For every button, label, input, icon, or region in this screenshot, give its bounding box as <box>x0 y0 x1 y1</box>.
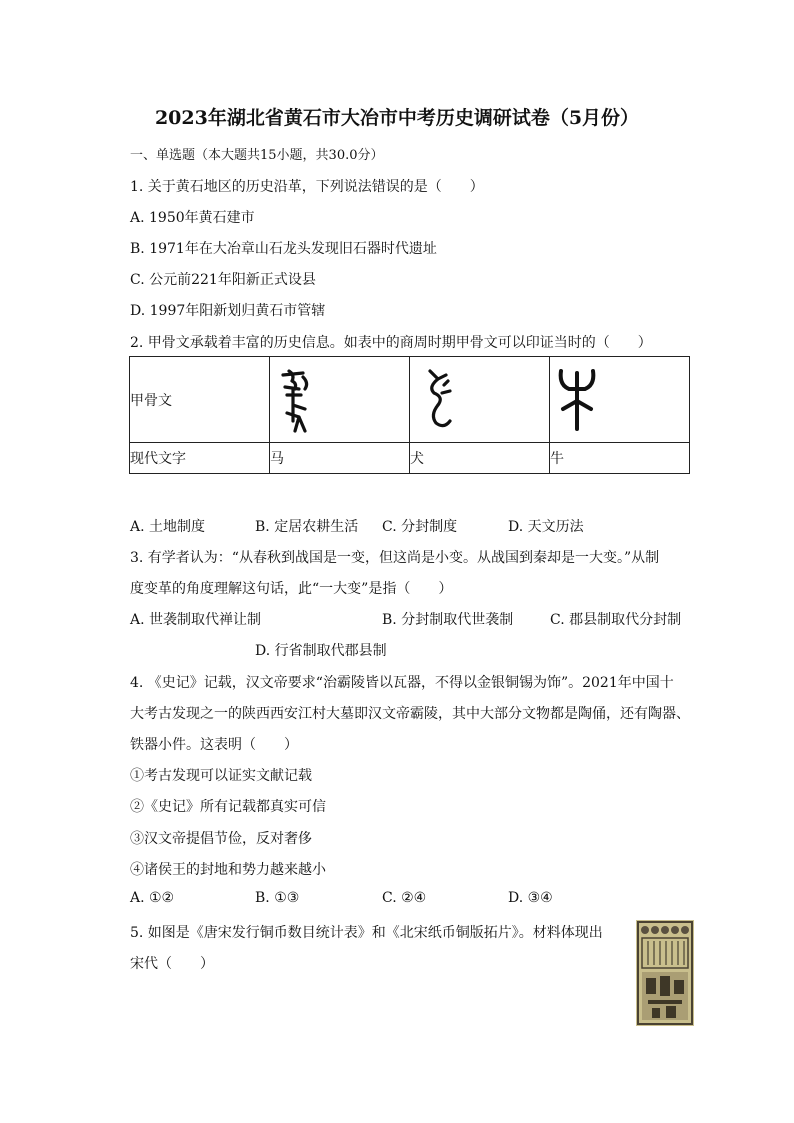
oracle-glyph-ox <box>550 357 690 443</box>
question-1-option-a: A. 1950年黄石建市 <box>130 210 255 226</box>
question-3-stem-line2: 度变革的角度理解这句话，此“一大变”是指（ ） <box>130 581 453 597</box>
question-4-option-c: C. ②④ <box>382 890 427 906</box>
oracle-glyph-dog <box>410 357 550 443</box>
modern-row-label: 现代文字 <box>130 443 270 474</box>
question-4-option-b: B. ①③ <box>255 890 300 906</box>
page-title: 2023年湖北省黄石市大冶市中考历史调研试卷（5月份） <box>154 107 640 129</box>
question-4-option-a: A. ①② <box>130 890 175 906</box>
oracle-glyph-horse <box>270 357 410 443</box>
question-2-stem: 2. 甲骨文承载着丰富的历史信息。如表中的商周时期甲骨文可以印证当时的（ ） <box>130 335 652 351</box>
question-4-item-4: ④诸侯王的封地和势力越来越小 <box>130 862 326 878</box>
question-4-item-1: ①考古发现可以证实文献记载 <box>130 768 312 784</box>
banknote-rubbing-image <box>636 920 694 1026</box>
question-3-option-c: C. 郡县制取代分封制 <box>550 612 682 628</box>
section-heading: 一、单选题（本大题共15小题，共30.0分） <box>130 148 384 163</box>
question-3-option-d: D. 行省制取代郡县制 <box>255 643 387 659</box>
question-2-option-d: D. 天文历法 <box>508 519 584 535</box>
question-5-stem-line1: 5. 如图是《唐宋发行铜币数目统计表》和《北宋纸币铜版拓片》。材料体现出 <box>130 925 603 941</box>
oracle-row-label: 甲骨文 <box>130 357 270 443</box>
modern-char-ox: 牛 <box>550 443 690 474</box>
question-2-option-c: C. 分封制度 <box>382 519 458 535</box>
question-1-option-c: C. 公元前221年阳新正式设县 <box>130 272 316 288</box>
question-4-option-d: D. ③④ <box>508 890 553 906</box>
question-3-option-a: A. 世袭制取代禅让制 <box>130 612 262 628</box>
modern-char-horse: 马 <box>270 443 410 474</box>
question-4-stem-line2: 大考古发现之一的陕西西安江村大墓即汉文帝霸陵，其中大部分文物都是陶俑，还有陶器、 <box>130 706 690 722</box>
question-3-stem-line1: 3. 有学者认为：“从春秋到战国是一变，但这尚是小变。从战国到秦却是一大变。”从制 <box>130 550 660 566</box>
question-4-stem-line3: 铁器小件。这表明（ ） <box>130 737 298 753</box>
question-1-option-d: D. 1997年阳新划归黄石市管辖 <box>130 303 326 319</box>
question-4-item-3: ③汉文帝提倡节俭，反对奢侈 <box>130 831 312 847</box>
question-1-stem: 1. 关于黄石地区的历史沿革，下列说法错误的是（ ） <box>130 179 484 195</box>
question-2-option-a: A. 土地制度 <box>130 519 206 535</box>
question-5-stem-line2: 宋代（ ） <box>130 956 214 972</box>
modern-char-dog: 犬 <box>410 443 550 474</box>
question-3-option-b: B. 分封制取代世袭制 <box>382 612 514 628</box>
question-4-item-2: ②《史记》所有记载都真实可信 <box>130 799 326 815</box>
oracle-bone-table <box>129 356 690 474</box>
question-4-stem-line1: 4. 《史记》记载，汉文帝要求“治霸陵皆以瓦器，不得以金银铜锡为饰”。2021年中国十 <box>130 675 674 691</box>
question-2-option-b: B. 定居农耕生活 <box>255 519 359 535</box>
question-1-option-b: B. 1971年在大冶章山石龙头发现旧石器时代遗址 <box>130 241 437 257</box>
